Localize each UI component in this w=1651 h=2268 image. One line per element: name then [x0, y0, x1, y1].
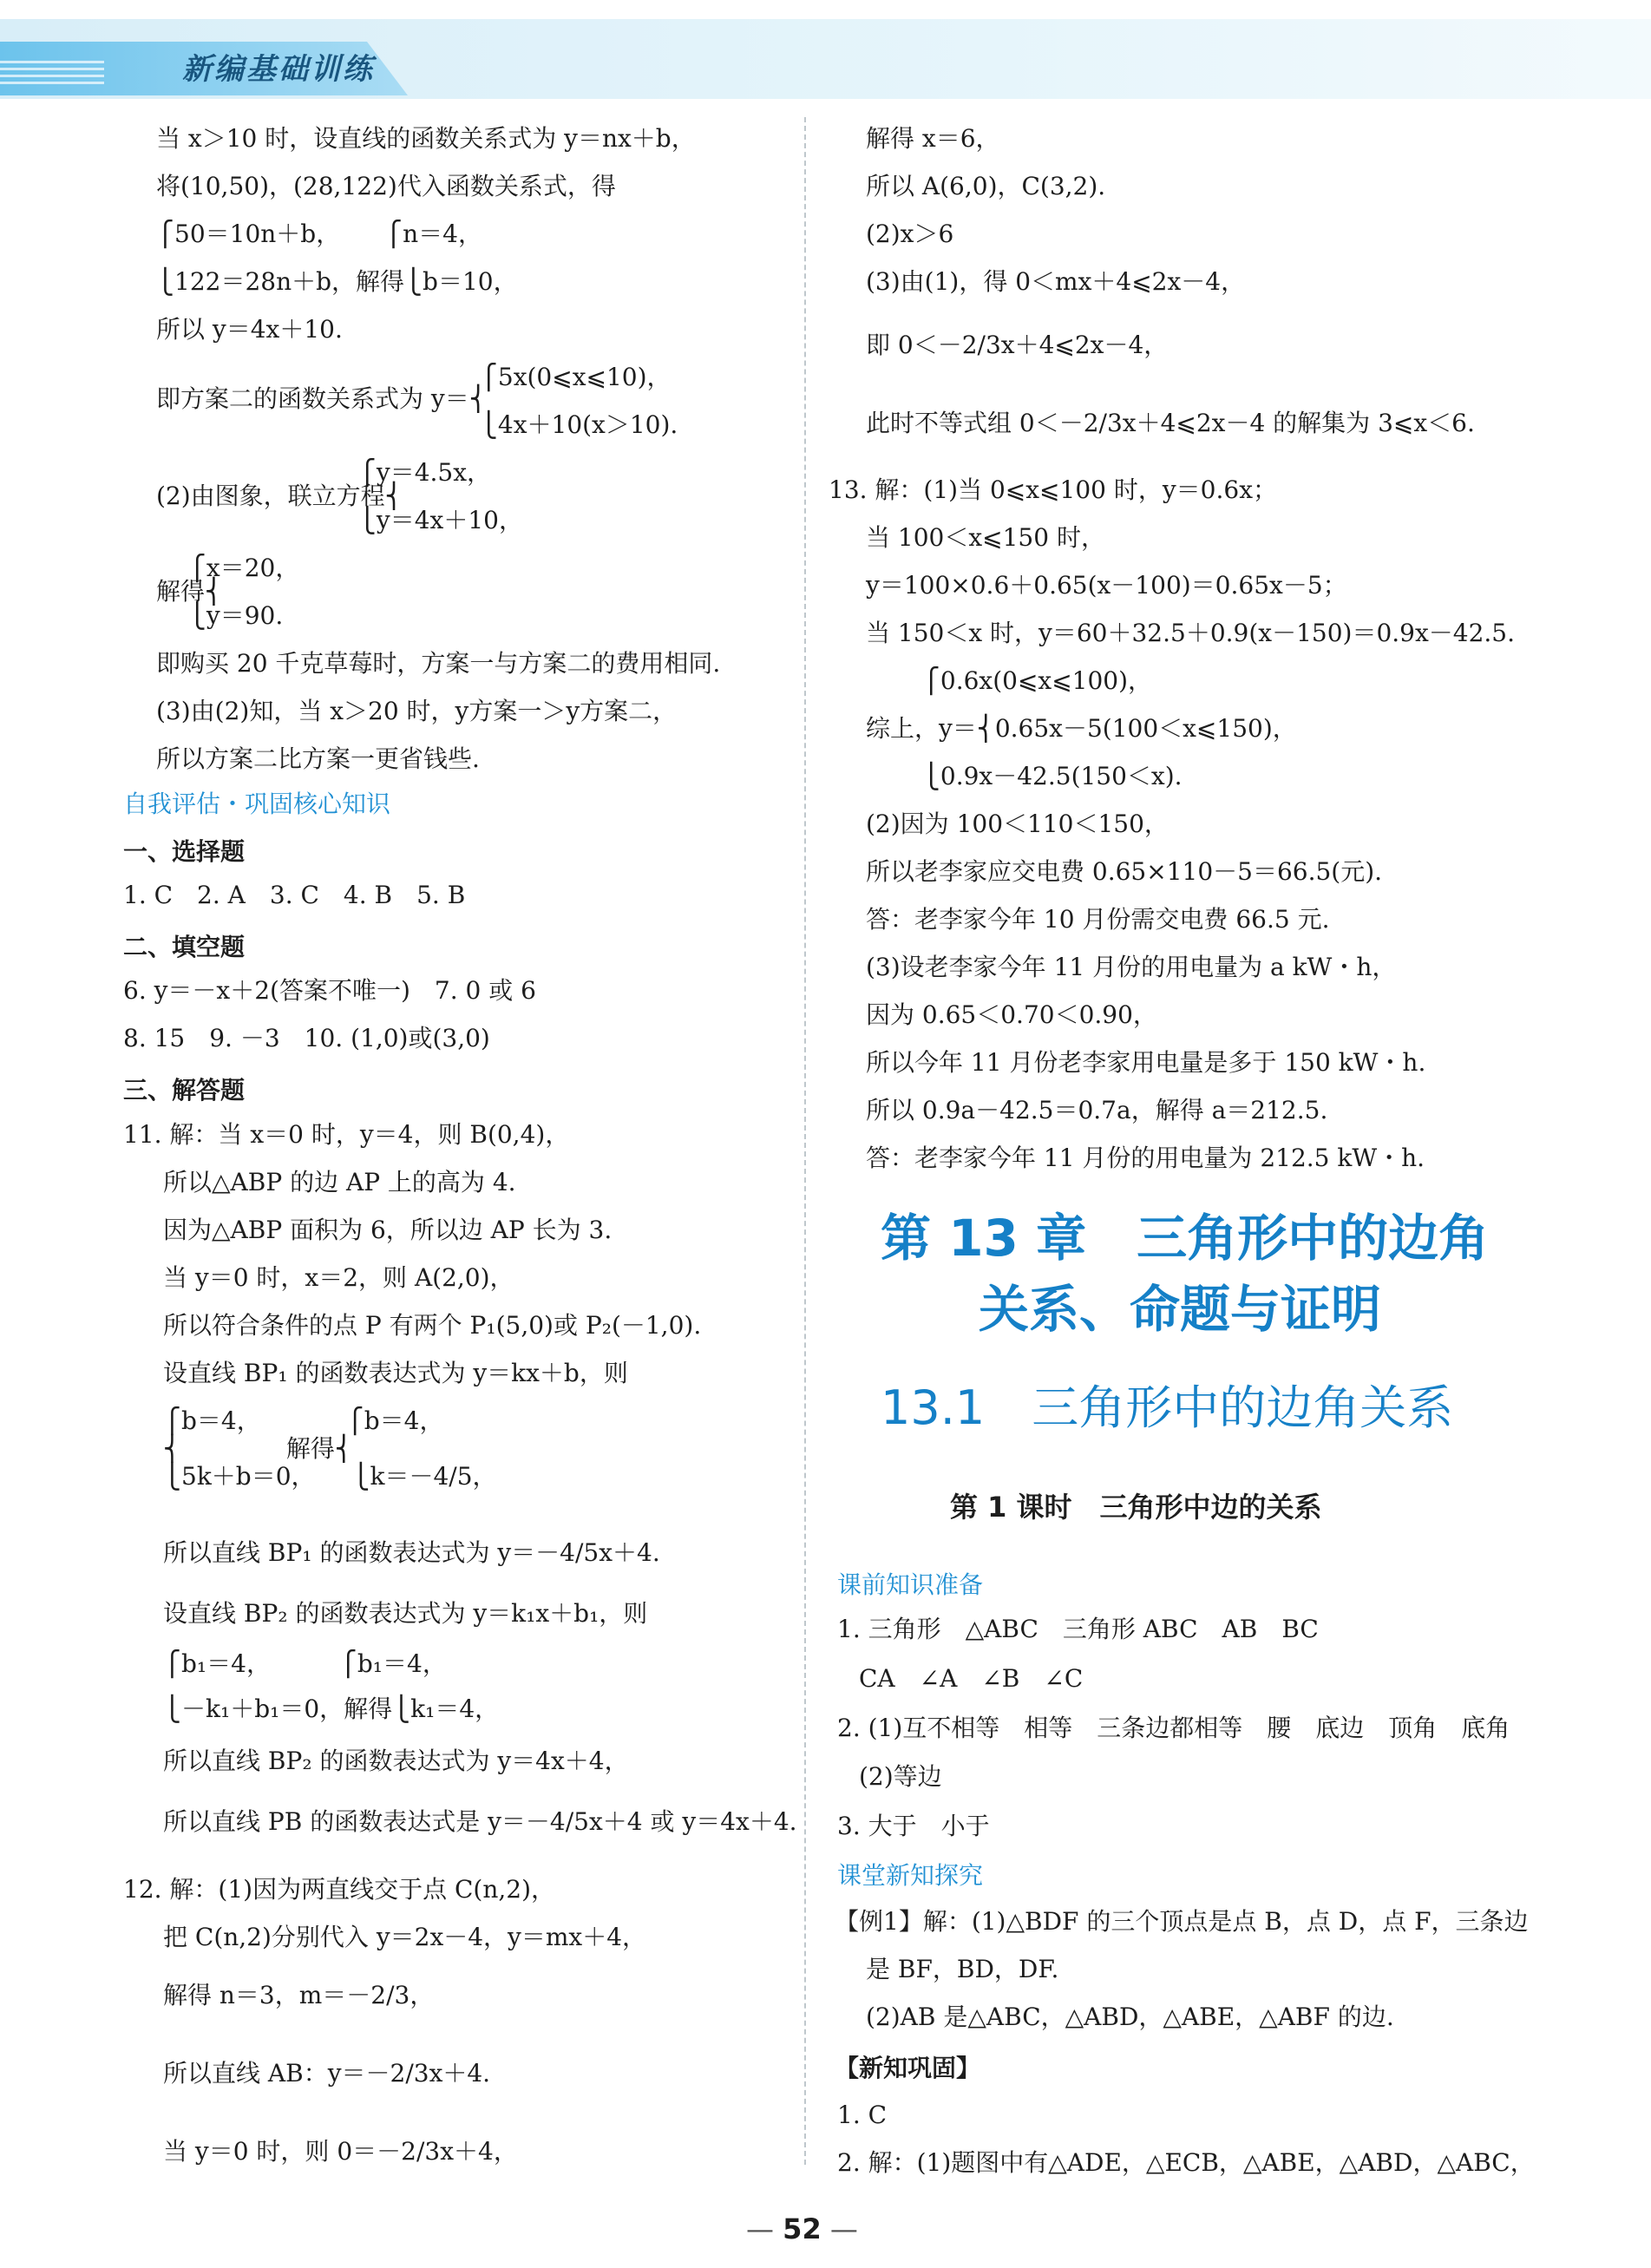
text-line: 当 x＞10 时，设直线的函数关系式为 y＝nx＋b， [156, 124, 696, 153]
section-heading-fill: 二、填空题 [123, 933, 246, 961]
section-heading-solve: 三、解答题 [123, 1076, 246, 1105]
page-number-value: 52 [783, 2212, 822, 2245]
equation-line: ⎧5x(0⩽x⩽10)， [156, 363, 672, 391]
answer-line: 设直线 BP₁ 的函数表达式为 y＝kx＋b，则 [163, 1359, 628, 1387]
answer-line: 所以符合条件的点 P 有两个 P₁(5,0)或 P₂(－1,0). [163, 1311, 702, 1340]
page-dash-right: — [821, 2212, 858, 2245]
page-dash-left: — [746, 2212, 783, 2245]
equation-line: ⎩122＝28n＋b，解得⎩b＝10， [156, 267, 518, 296]
answer-line: (2)AB 是△ABC，△ABD，△ABE，△ABF 的边. [866, 2003, 1394, 2031]
answer-line: 把 C(n,2)分别代入 y＝2x－4，y＝mx＋4， [163, 1923, 647, 1951]
section-heading-consolidate: 【新知巩固】 [835, 2054, 981, 2082]
answer-line: 1. 三角形 △ABC 三角形 ABC AB BC [837, 1615, 1319, 1643]
text-line: (2)因为 100＜110＜150， [866, 810, 1169, 838]
section-heading-preview: 课前知识准备 [837, 1570, 984, 1599]
text-line: 所以方案二比方案一更省钱些. [156, 744, 480, 773]
answer-line: 所以△ABP 的边 AP 上的高为 4. [163, 1168, 516, 1196]
answer-line: 2. (1)互不相等 相等 三条边都相等 腰 底边 顶角 底角 [837, 1714, 1510, 1742]
equation-line: ⎧0.6x(0⩽x⩽100)， [866, 666, 1153, 695]
answer-line: 2. 解：(1)题图中有△ADE，△ECB，△ABE，△ABD，△ABC， [837, 2148, 1535, 2177]
header-decoration [0, 61, 104, 87]
equation-line: ⎩－k₁＋b₁＝0，解得⎩k₁＝4， [163, 1694, 500, 1723]
equation-line: ⎧50＝10n＋b， ⎧n＝4， [156, 220, 482, 248]
text-line: (3)设老李家今年 11 月份的用电量为 a kW・h， [866, 953, 1397, 981]
lesson-title: 第 1 课时 三角形中边的关系 [950, 1491, 1322, 1524]
answer-line: 所以直线 AB：y＝－2/3x＋4. [163, 2059, 491, 2088]
answer-line: 1. C [837, 2101, 888, 2129]
answer-line: 是 BF，BD，DF. [866, 1955, 1059, 1983]
answer-line: 11. 解：当 x＝0 时，y＝4，则 B(0,4)， [123, 1120, 570, 1149]
answer-line: 解得 n＝3，m＝－2/3， [163, 1981, 435, 2009]
answer-line: (2)等边 [859, 1762, 942, 1791]
answer-line: 设直线 BP₂ 的函数表达式为 y＝k₁x＋b₁，则 [163, 1599, 648, 1628]
equation-line: ⎧b＝4， ⎧b＝4， [163, 1406, 444, 1435]
answer-line: 所以直线 BP₁ 的函数表达式为 y＝－4/5x＋4. [163, 1538, 660, 1567]
equation-line: ⎨ 解得⎨ [163, 1434, 353, 1463]
answer-line: 6. y＝－x＋2(答案不唯一) 7. 0 或 6 [123, 976, 536, 1005]
text-line: (2)x＞6 [866, 220, 954, 248]
equation-line: ⎧y＝4.5x， [156, 458, 492, 487]
answer-line: 13. 解：(1)当 0⩽x⩽100 时，y＝0.6x； [829, 475, 1278, 504]
chapter-title: 第 13 章 三角形中的边角 [881, 1209, 1490, 1268]
text-line: 所以 0.9a－42.5＝0.7a，解得 a＝212.5. [866, 1096, 1328, 1124]
text-line: 所以 A(6,0)，C(3,2). [866, 172, 1106, 200]
answer-line: 所以直线 PB 的函数表达式是 y＝－4/5x＋4 或 y＝4x＋4. [163, 1807, 797, 1836]
equation-line: 综上，y＝⎨0.65x－5(100＜x⩽150)， [866, 714, 1297, 743]
text-line: (2)由图象，联立方程⎨ [156, 482, 403, 510]
equation-line: ⎧x＝20， [156, 554, 300, 582]
equation-line: ⎩y＝90. [156, 601, 284, 630]
equation-line: ⎧b₁＝4， ⎧b₁＝4， [163, 1649, 447, 1678]
text-line: 此时不等式组 0＜－2/3x＋4⩽2x－4 的解集为 3⩽x＜6. [866, 409, 1475, 437]
answer-line: 当 y＝0 时，x＝2，则 A(2,0)， [163, 1263, 514, 1292]
text-line: 当 150＜x 时，y＝60＋32.5＋0.9(x－150)＝0.9x－42.5. [866, 619, 1516, 647]
text-line: (3)由(2)知，当 x＞20 时，y方案一＞y方案二， [156, 697, 678, 725]
text-line: (3)由(1)，得 0＜mx＋4⩽2x－4， [866, 267, 1246, 296]
header-title: 新编基础训练 [182, 52, 375, 87]
answer-line: 所以直线 BP₂ 的函数表达式为 y＝4x＋4， [163, 1747, 629, 1775]
text-line: 答：老李家今年 11 月份的用电量为 212.5 kW・h. [866, 1144, 1425, 1172]
section-heading-self-evaluation: 自我评估・巩固核心知识 [123, 790, 391, 818]
equation-line: ⎩0.9x－42.5(150＜x). [866, 762, 1183, 790]
equation-line: ⎩y＝4x＋10， [156, 506, 523, 534]
text-line: 即 0＜－2/3x＋4⩽2x－4， [866, 331, 1169, 359]
page-number [746, 2212, 858, 2245]
text-line: 所以老李家应交电费 0.65×110－5＝66.5(元). [866, 857, 1383, 886]
answer-line: 1. C 2. A 3. C 4. B 5. B [123, 881, 466, 909]
text-line: 当 100＜x⩽150 时， [866, 523, 1105, 552]
text-line: 解得⎨ [156, 577, 224, 606]
text-line: 即方案二的函数关系式为 y＝⎨ [156, 384, 488, 413]
section-heading-classroom: 课堂新知探究 [837, 1861, 984, 1890]
section-heading-choice: 一、选择题 [123, 837, 246, 866]
answer-line: CA ∠A ∠B ∠C [859, 1664, 1084, 1693]
section-title: 13.1 三角形中的边角关系 [881, 1380, 1454, 1435]
text-line: y＝100×0.6＋0.65(x－100)＝0.65x－5； [866, 571, 1347, 600]
answer-line: 因为△ABP 面积为 6，所以边 AP 长为 3. [163, 1216, 613, 1244]
answer-line: 当 y＝0 时，则 0＝－2/3x＋4， [163, 2137, 518, 2166]
text-line: 因为 0.65＜0.70＜0.90， [866, 1000, 1157, 1029]
column-divider [804, 117, 806, 2165]
answer-line: 8. 15 9. －3 10. (1,0)或(3,0) [123, 1024, 490, 1052]
text-line: 答：老李家今年 10 月份需交电费 66.5 元. [866, 905, 1330, 934]
equation-line: ⎩5k＋b＝0， ⎩k＝－4/5， [163, 1462, 497, 1491]
text-line: 将(10,50)，(28,122)代入函数关系式，得 [156, 172, 616, 200]
text-line: 所以 y＝4x＋10. [156, 315, 343, 344]
answer-line: 3. 大于 小于 [837, 1812, 990, 1840]
chapter-title-line2: 关系、命题与证明 [979, 1280, 1382, 1339]
equation-line: ⎩4x＋10(x＞10). [156, 410, 678, 439]
text-line: 所以今年 11 月份老李家用电量是多于 150 kW・h. [866, 1048, 1426, 1077]
text-line: 即购买 20 千克草莓时，方案一与方案二的费用相同. [156, 649, 721, 678]
answer-line: 12. 解：(1)因为两直线交于点 C(n,2)， [123, 1875, 556, 1904]
answer-line: 【例1】解：(1)△BDF 的三个顶点是点 B，点 D，点 F，三条边 [835, 1907, 1529, 1936]
text-line: 解得 x＝6， [866, 124, 1000, 153]
